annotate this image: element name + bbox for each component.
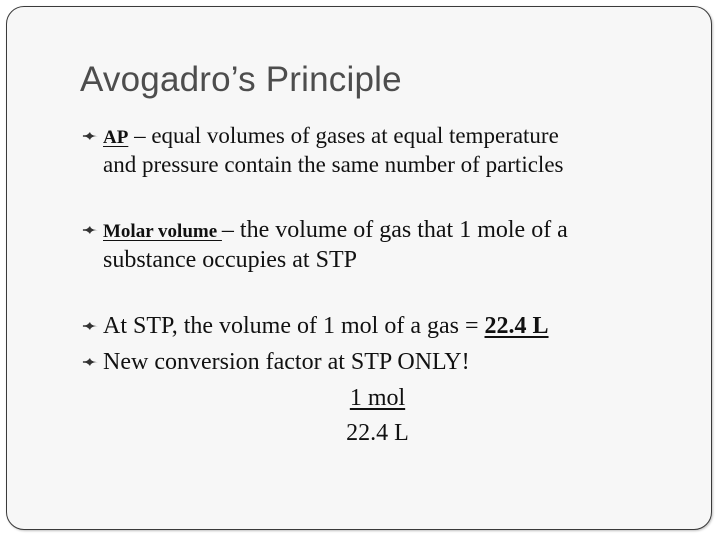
bullet-ap xyxy=(103,123,563,178)
molar-definition-line1: the volume of gas that 1 mole of a xyxy=(239,217,568,243)
slide-title: Avogadro’s Principle xyxy=(80,60,402,99)
molar-volume-term: Molar volume xyxy=(103,221,222,242)
conversion-fraction xyxy=(330,385,425,447)
conversion-text: New conversion factor at STP ONLY! xyxy=(103,349,470,375)
molar-dash: – xyxy=(221,217,240,243)
ap-dash: – xyxy=(128,123,152,148)
ap-definition-line2: and pressure contain the same number of particles xyxy=(103,152,564,177)
bullet-stp-volume xyxy=(103,313,549,340)
fraction-numerator: 1 mol xyxy=(349,385,406,411)
ap-term: AP xyxy=(103,127,129,148)
arrow-bullet-icon xyxy=(81,319,103,333)
bullet-conversion-factor xyxy=(103,349,470,376)
arrow-bullet-icon xyxy=(81,355,103,369)
ap-definition-line1: equal volumes of gases at equal temperature xyxy=(151,123,559,148)
arrow-bullet-icon xyxy=(81,223,103,237)
bullet-molar-volume xyxy=(103,217,568,274)
stp-text: At STP, the volume of 1 mol of a gas = xyxy=(103,313,485,339)
fraction-denominator: 22.4 L xyxy=(346,420,409,446)
arrow-bullet-icon xyxy=(81,129,103,143)
stp-value: 22.4 L xyxy=(484,313,549,339)
molar-definition-line2: substance occupies at STP xyxy=(103,247,357,273)
